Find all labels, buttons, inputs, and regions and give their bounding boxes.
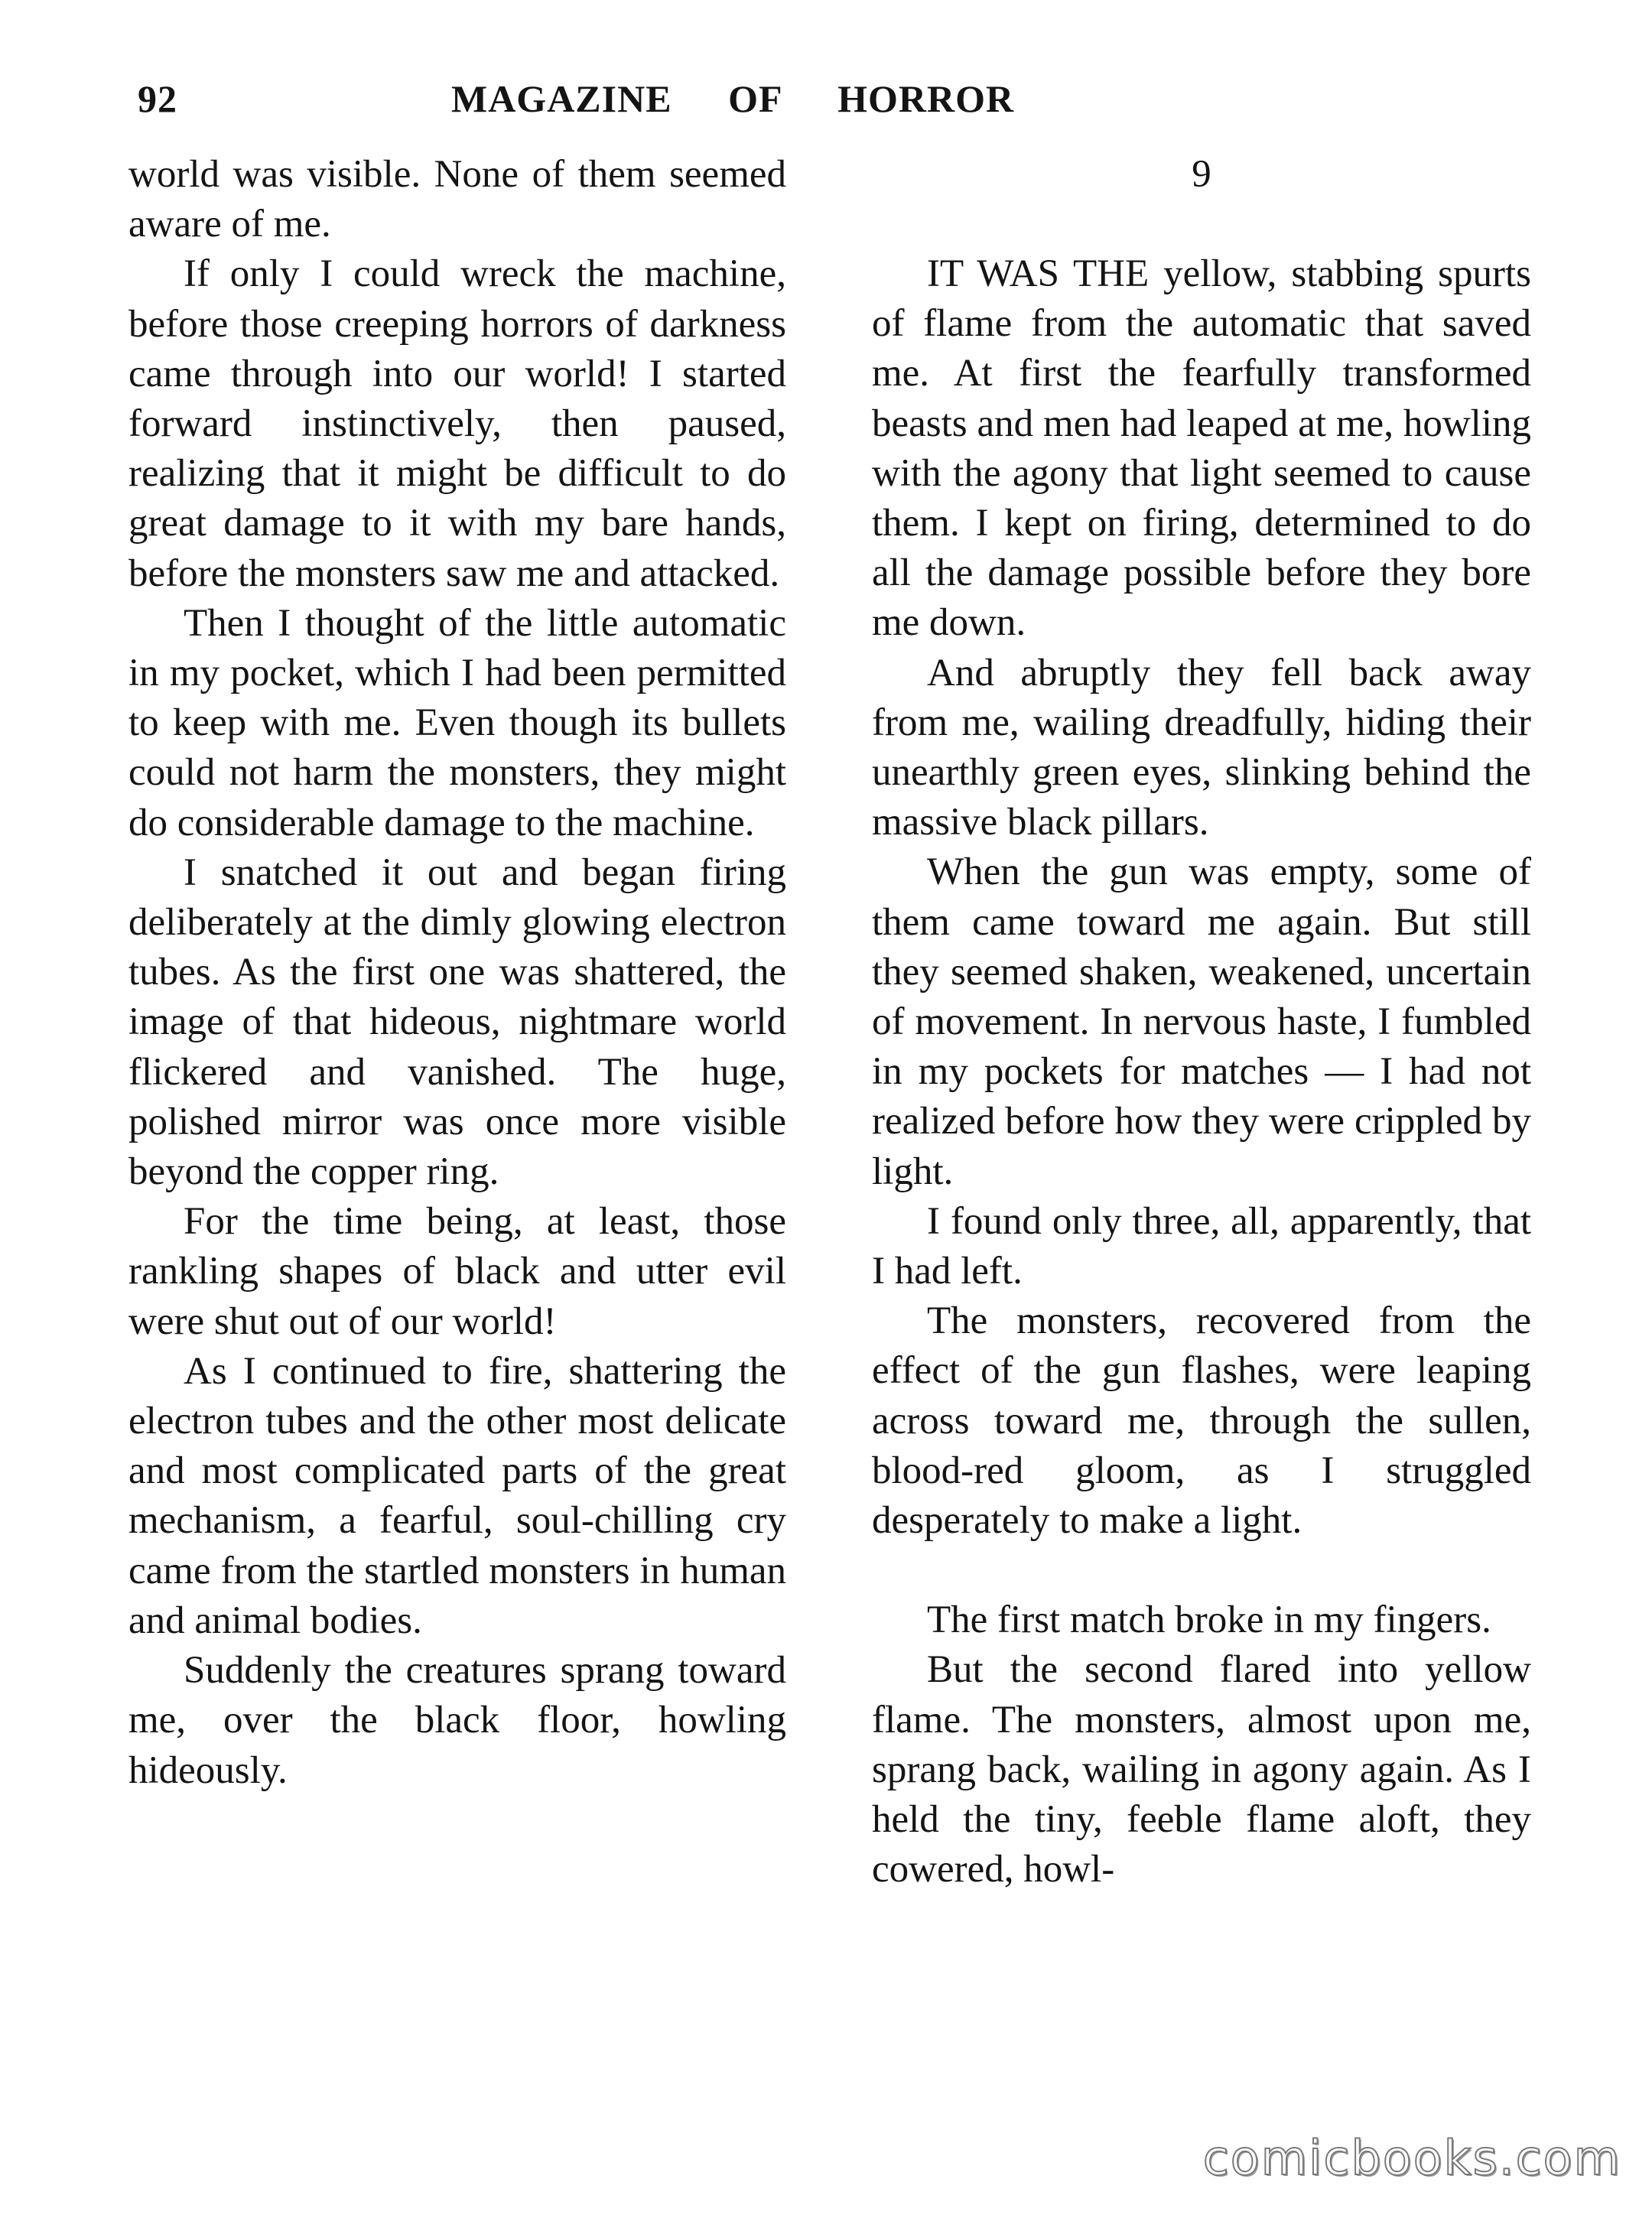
paragraph: If only I could wreck the machine, before those creeping horrors of darkness came through into our world! I started forward instinctively, then paused, realizing that it might be difficult to do great damage to it with my bare hands, before the monsters saw me and attacked. xyxy=(128,252,786,595)
paragraph: Then I thought of the little automatic in my pocket, which I had been permitted to keep with me. Even though its bullets could not harm the monsters, they might do considerable damage to the machine. xyxy=(128,601,786,844)
paragraph: And abruptly they fell back away from me, wailing dreadfully, hiding their unearthly green eyes, slinking behind the massive black pillars. xyxy=(872,651,1531,844)
paragraph: The monsters, recovered from the effect of the gun flashes, were leaping across toward me, through the sullen, blood-red gloom, as I struggled desperately to make a light. xyxy=(872,1299,1531,1543)
running-title: MAGAZINE OF HORROR xyxy=(451,77,1015,120)
paragraph: I found only three, all, apparently, that I had left. xyxy=(872,1199,1531,1293)
page-number: 92 xyxy=(138,77,177,120)
section-break xyxy=(872,1546,1531,1595)
chapter-number: 9 xyxy=(1192,153,1211,196)
paragraph: When the gun was empty, some of them came toward me again. But still they seemed shaken, weakened, uncertain of movement. In nervous haste, I fumbled in my pockets for matches — I had not realized before how they were crippled by light. xyxy=(872,850,1531,1193)
left-column xyxy=(128,150,786,1796)
paragraph: But the second flared into yellow flame. The monsters, almost upon me, sprang back, wailing in agony again. As I held the tiny, feeble flame aloft, they cowered, howl- xyxy=(872,1648,1531,1891)
paragraph: The first match broke in my fingers. xyxy=(927,1598,1491,1642)
paragraph: As I continued to fire, shattering the electron tubes and the other most delicate and most complicated parts of the great mechanism, a fearful, soul-chilling cry came from the startled monsters in human and animal bodies. xyxy=(128,1349,786,1642)
paragraph: I snatched it out and began firing deliberately at the dimly glowing electron tubes. As the first one was shattered, the image of that hideous, nightmare world flickered and vanished. The huge, polished mirror was once more visible beyond the copper ring. xyxy=(128,850,786,1194)
running-header xyxy=(130,76,1170,138)
paragraph: Suddenly the creatures sprang toward me, over the black floor, howling hideously. xyxy=(128,1649,786,1792)
paragraph: IT WAS THE yellow, stabbing spurts of flame from the automatic that saved me. At first the fearfully transformed beasts and men had leaped at me, howling with the agony that light seemed to cause them. I kept on firing, determined to do all the damage possible before they bore me down. xyxy=(872,252,1531,645)
watermark: comicbooks.com xyxy=(1202,2130,1621,2186)
paragraph: world was visible. None of them seemed aware of me. xyxy=(128,153,786,246)
paragraph: For the time being, at least, those rankling shapes of black and utter evil were shut out of our world! xyxy=(128,1200,786,1343)
right-column xyxy=(872,150,1531,1895)
